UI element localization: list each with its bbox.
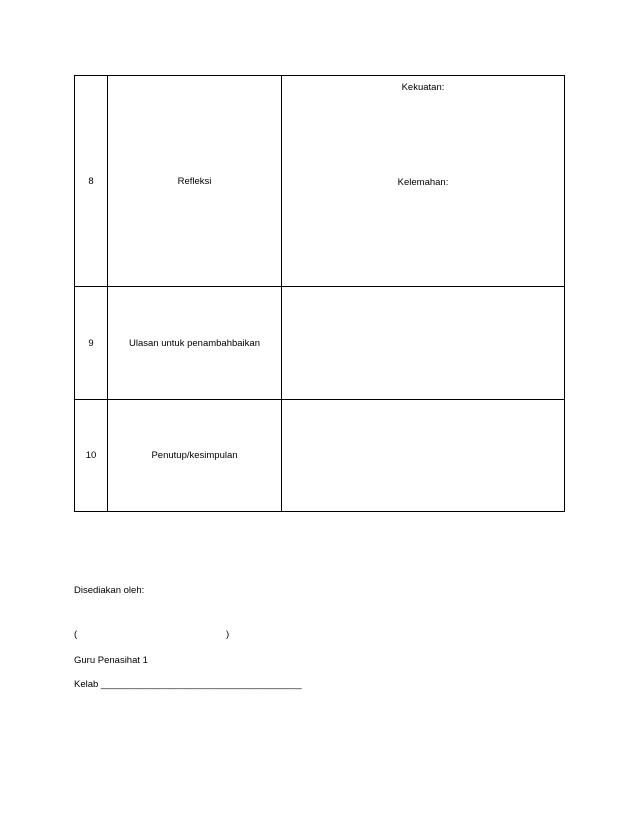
row-number: 8 bbox=[75, 76, 108, 287]
row-number: 10 bbox=[75, 400, 108, 512]
table-row bbox=[75, 76, 565, 287]
row-item: Refleksi bbox=[108, 76, 282, 287]
table-row bbox=[75, 400, 565, 512]
strength-label: Kekuatan: bbox=[401, 82, 445, 93]
weakness-label: Kelemahan: bbox=[397, 177, 449, 188]
prepared-by-label: Disediakan oleh: bbox=[74, 585, 145, 596]
row-notes-cell bbox=[282, 400, 565, 512]
row-item: Ulasan untuk penambahbaikan bbox=[108, 287, 282, 400]
advisor-role-label: Guru Penasihat 1 bbox=[74, 655, 148, 666]
row-number: 9 bbox=[75, 287, 108, 400]
row-notes-cell bbox=[282, 287, 565, 400]
signature-close-bracket: ) bbox=[226, 629, 230, 640]
row-item: Penutup/kesimpulan bbox=[108, 400, 282, 512]
table-row bbox=[75, 287, 565, 400]
row-notes-cell bbox=[282, 76, 565, 287]
report-table bbox=[74, 75, 565, 512]
signature-open-bracket: ( bbox=[74, 629, 78, 640]
club-name-line: Kelab ______________________________________ bbox=[74, 679, 302, 690]
